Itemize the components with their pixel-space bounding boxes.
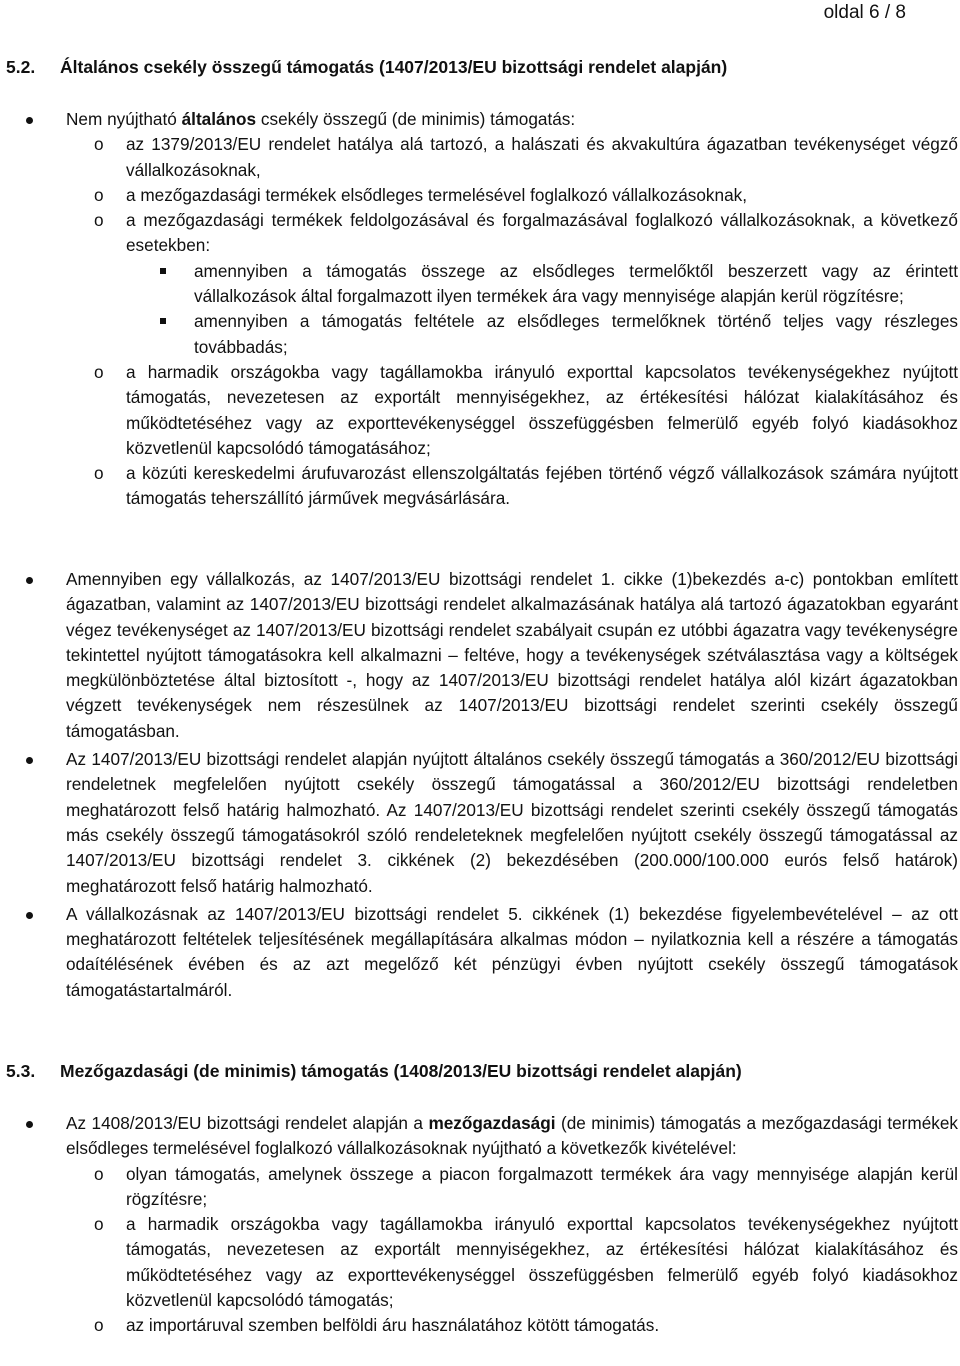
sub-item-text: a harmadik országokba vagy tagállamokba irányuló exporttal kapcsolatos tevékenységekhez nyújtott támogatás, nevezetesen az exportált mennyiségekhez, az értékesítési hálózat kialakításához és működtetéséhez vagy az exporttevékenységgel összefüggésben felmerülő egyéb folyó kiadásokhoz közvetlenül kapcsolódó támogatás;: [126, 1214, 958, 1311]
sub-item-text: a mezőgazdasági termékek feldolgozásával és forgalmazásával foglalkozó vállalkozásoknak, a következő esetekben:: [126, 210, 958, 256]
sub-item: [0, 1162, 958, 1213]
bullet-item-excluded-intro: [0, 107, 958, 132]
section-number: 5.3.: [6, 1061, 36, 1081]
sub-item-text: olyan támogatás, amelynek összege a piacon forgalmazott termékek ára vagy mennyisége alapján kerül rögzítésre;: [126, 1163, 958, 1209]
square-sub-item: [0, 259, 958, 310]
sub-item-text: amennyiben a támogatás összege az elsődleges termelőktől beszerzett vagy az érintett vállalkozások által forgalmazott ilyen termékek ára vagy mennyisége alapján kerül rögzítésre;: [194, 260, 958, 307]
paragraph-text: Amennyiben egy vállalkozás, az 1407/2013/EU bizottsági rendelet 1. cikke (1)bekezdés a-c) pontokban említett ágazatban, valamint az 1407/2013/EU bizottsági rendelet alkalmazásának hatálya alá tartozó ágazatokban egyaránt végez tevékenységet az 1407/2013/EU bizottsági rendelet szabályait csupán ez utóbbi ágazatra vagy tevékenységre tekintettel nyújtott támogatásokra kell alkalmazni – feltéve, hogy a tevékenységek szétválasztása vagy a költségek megkülönböztetése által biztosított -, hogy az 1407/2013/EU bizottsági rendelet hatálya alól kizárt ágazatokban végzett tevékenységek nem részesülnek az 1407/2013/EU bizottsági rendelet szerinti csekély összegű támogatásban.: [66, 569, 958, 741]
section-title: Mezőgazdasági (de minimis) támogatás (1408/2013/EU bizottsági rendelet alapján): [60, 1061, 742, 1081]
sub-item: [0, 461, 958, 512]
section-5-2-paragraphs: [0, 567, 958, 1003]
paragraph-text: A vállalkozásnak az 1407/2013/EU bizottsági rendelet 5. cikkének (1) bekezdése figyelembevételével – az ott meghatározott feltételek teljesítésének megállapítására alkalmas módon – nyilatkoznia kell a részére a támogatás odaítélésének évében és az azt megelőző két pénzügyi évben nyújtott csekély összegű támogatások támogatástartalmáról.: [66, 903, 958, 1000]
bold-text: általános: [181, 109, 257, 129]
sub-item-text: a harmadik országokba vagy tagállamokba irányuló exporttal kapcsolatos tevékenységekhez nyújtott támogatás, nevezetesen az exportált mennyiségekhez, az értékesítési hálózat kialakításához és működtetéséhez vagy az exporttevékenységgel összefüggésben felmerülő egyéb folyó kiadásokhoz közvetlenül kapcsolódó támogatásához;: [126, 361, 958, 458]
text-span: Nem nyújtható: [66, 109, 182, 129]
sub-item: [0, 208, 958, 259]
sub-item: [0, 1212, 958, 1313]
bullet-item-agri-intro: [0, 1111, 958, 1162]
sub-item: [0, 1313, 958, 1338]
bullet-dot: [26, 912, 33, 919]
circle-bullet: o: [94, 210, 104, 231]
square-bullet: [160, 268, 166, 274]
square-bullet: [160, 318, 166, 324]
bullet-dot: [26, 757, 33, 764]
section-5-3-list: [0, 1111, 958, 1339]
sub-item: [0, 183, 958, 208]
page-number: oldal 6 / 8: [823, 2, 906, 23]
text-span: Az 1408/2013/EU bizottsági rendelet alapján a: [66, 1113, 429, 1133]
section-heading-5-3: [6, 1059, 940, 1084]
circle-bullet: o: [94, 134, 104, 155]
sub-item-text: amennyiben a támogatás feltétele az elsődleges termelőknek történő teljes vagy részleges továbbadás;: [194, 311, 958, 357]
bullet-dot: [26, 117, 33, 124]
sub-item: [0, 132, 958, 183]
section-title: Általános csekély összegű támogatás (1407/2013/EU bizottsági rendelet alapján): [60, 57, 728, 77]
text-span: csekély összegű (de minimis) támogatás:: [256, 109, 576, 129]
sub-item-text: az importáruval szemben belföldi áru használatához kötött támogatás.: [126, 1315, 660, 1336]
text-span: (de minimis) támogatás a mezőgazdasági termékek elsődleges termelésével foglalkozó vállalkozásoknak nyújtható a következők kivételével:: [66, 1113, 958, 1159]
bullet-paragraph: [0, 747, 958, 899]
circle-bullet: o: [94, 184, 104, 205]
section-number: 5.2.: [6, 57, 36, 77]
paragraph-text: Az 1407/2013/EU bizottsági rendelet alapján nyújtott általános csekély összegű támogatás a 360/2012/EU bizottsági rendeletnek megfelelően nyújtott csekély összegű támogatással a 360/2012/EU bizottsági rendeletben meghatározott felső határig halmozható. Az 1407/2013/EU bizottsági rendelet szerinti csekély összegű támogatás más csekély összegű támogatásokról szóló rendeleteknek megfelelően nyújtott csekély összegű támogatással az 1407/2013/EU bizottsági rendelet 3. cikkének (2) bekezdésében (200.000/100.000 eurós felső határok) meghatározott felső határig halmozható.: [66, 749, 958, 896]
sub-item-text: a mezőgazdasági termékek elsődleges termelésével foglalkozó vállalkozásoknak,: [126, 184, 747, 205]
sub-item: [0, 360, 958, 461]
circle-bullet: o: [94, 463, 104, 484]
section-heading-5-2: [6, 55, 940, 80]
bullet-dot: [26, 1121, 33, 1128]
sub-item-text: az 1379/2013/EU rendelet hatálya alá tartozó, a halászati és akvakultúra ágazatban tevékenységet végző vállalkozásoknak,: [126, 134, 958, 180]
bullet-paragraph: [0, 567, 958, 744]
circle-bullet: o: [94, 1163, 104, 1184]
circle-bullet: o: [94, 361, 104, 382]
bullet-paragraph: [0, 902, 958, 1003]
circle-bullet: o: [94, 1315, 104, 1336]
square-sub-item: [0, 309, 958, 360]
circle-bullet: o: [94, 1214, 104, 1235]
section-5-2-list: [0, 107, 958, 512]
bullet-dot: [26, 577, 33, 584]
bold-text: mezőgazdasági: [428, 1113, 556, 1133]
sub-item-text: a közúti kereskedelmi árufuvarozást ellenszolgáltatás fejében történő végző vállalkozások számára nyújtott támogatás teherszállító járművek megvásárlására.: [126, 463, 958, 509]
